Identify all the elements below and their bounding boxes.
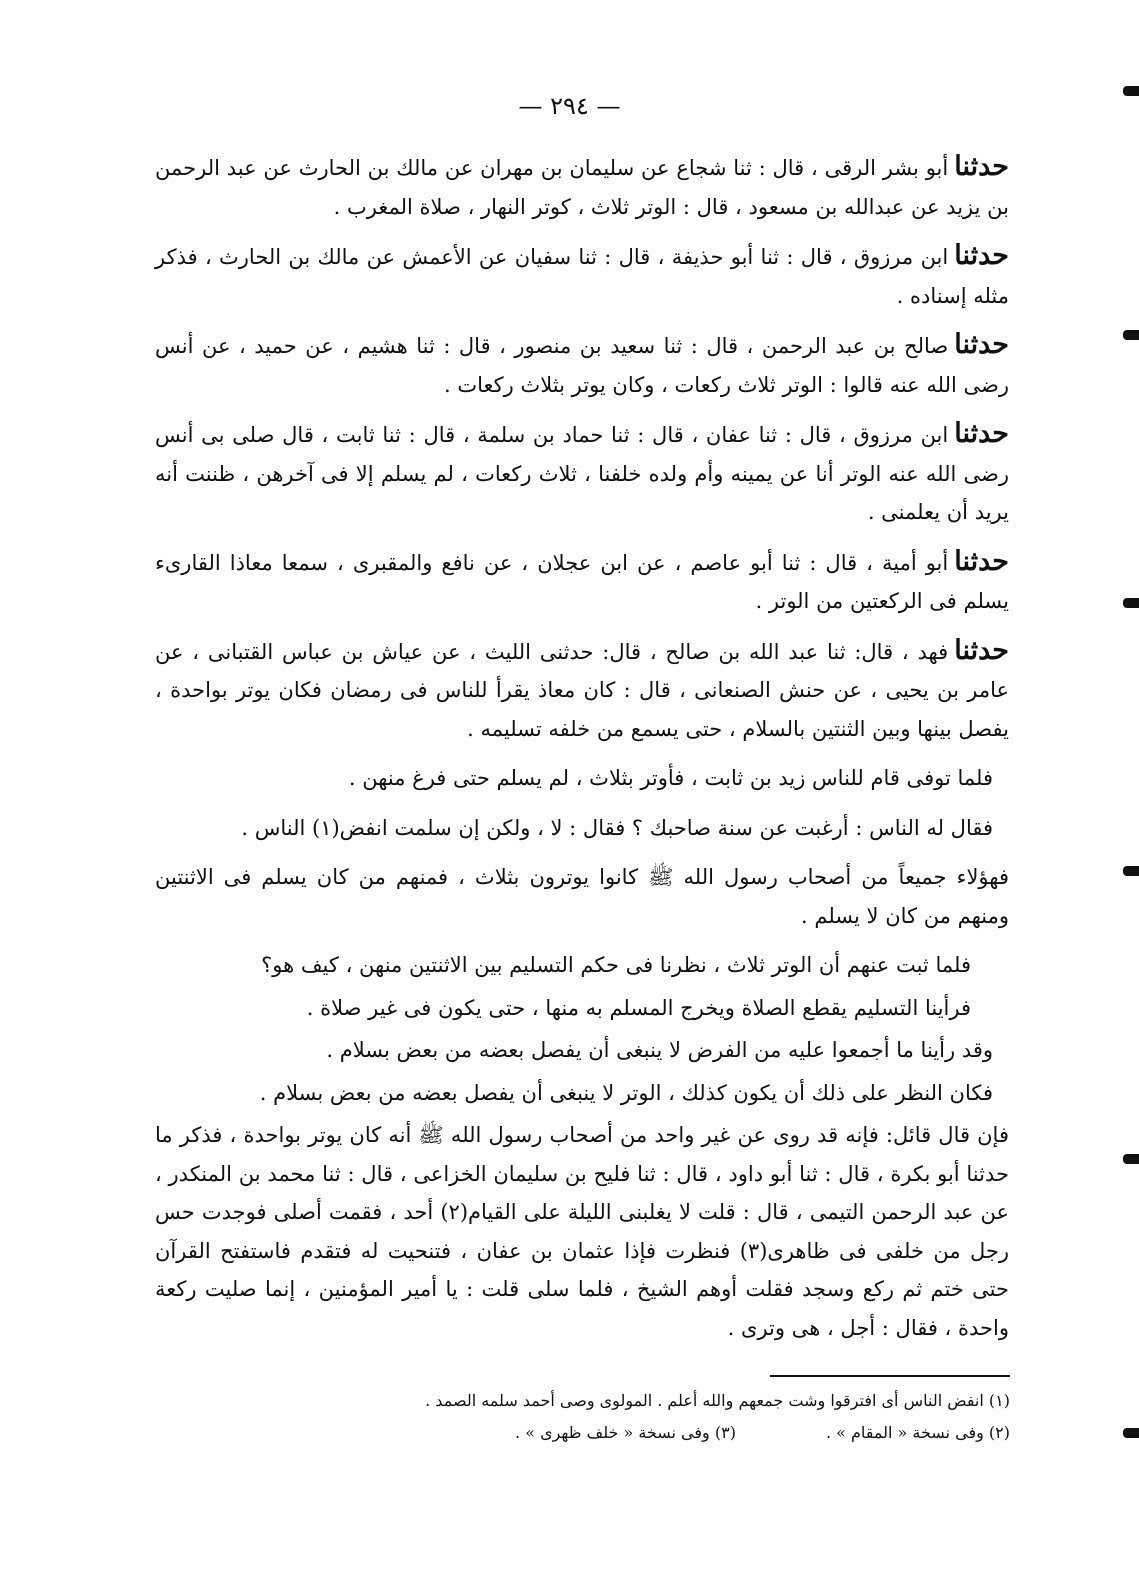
paragraph-text: أبو بشر الرقى ، قال : ثنا شجاع عن سليمان بن مهران عن مالك بن الحارث عن عبد الرحمن بن يزيد عن عبدالله بن مسعود ، قال : الوتر ثلاث ، كوتر النهار ، صلاة المغرب . bbox=[155, 156, 1009, 219]
footnotes bbox=[300, 1385, 1010, 1449]
scan-edge-mark bbox=[1123, 866, 1139, 876]
paragraph-lead-word: حدثنا bbox=[954, 329, 1009, 360]
paragraph-text: فرأينا التسليم يقطع الصلاة ويخرج المسلم به منها ، حتى يكون فى غير صلاة . bbox=[306, 995, 971, 1020]
paragraph-text: أبو أمية ، قال : ثنا أبو عاصم ، عن ابن عجلان ، عن نافع والمقبرى ، سمعا معاذا القارىء يسلم فى الركعتين من الوتر . bbox=[155, 550, 1009, 613]
text-paragraph bbox=[155, 809, 1009, 848]
paragraph-text: فهؤلاء جميعاً من أصحاب رسول الله ﷺ كانوا يوترون بثلاث ، فمنهم من كان يسلم فى الاثنتين ومنهم من كان لا يسلم . bbox=[155, 865, 1009, 928]
text-paragraph bbox=[155, 946, 1009, 985]
footnote-row bbox=[300, 1417, 1010, 1449]
paragraph-lead-word: حدثنا bbox=[954, 418, 1009, 449]
paragraph-lead-word: حدثنا bbox=[954, 545, 1009, 577]
page-number: — ٢٩٤ — bbox=[518, 92, 621, 120]
paragraph-text: فإن قال قائل: فإنه قد روى عن غير واحد من أصحاب رسول الله ﷺ أنه كان يوتر بواحدة ، فذكر ما حدثنا أبو بكرة ، قال : ثنا أبو داود ، قال : ثنا فليح بن سليمان الخزاعى ، قال : ثنا محمد بن المنكدر ، عن عبد الرحمن التيمى ، قال : قلت لا يغلبنى الليلة على القيام(٢) أحد ، فقمت أصلى فوجدت حس رجل من خلفى فى ظاهرى(٣) فنظرت فإذا عثمان بن عفان ، فتنحيت له فتقدم فاستفتح القرآن حتى ختم ثم ركع وسجد فقلت أوهم الشيخ ، فلما سلى قلت : يا أمير المؤمنين ، إنما صليت ركعة واحدة ، فقال : أجل ، هى وترى . bbox=[155, 1123, 1010, 1340]
hadith-paragraph bbox=[155, 543, 1009, 621]
footnote-1: (١) انفض الناس أى افترقوا وشت جمعهم والله أعلم . المولوى وصى أحمد سلمه الصمد . bbox=[425, 1391, 1010, 1410]
hadith-paragraph bbox=[155, 326, 1009, 404]
text-paragraph bbox=[155, 989, 1009, 1028]
paragraph-text: فلما ثبت عنهم أن الوتر ثلاث ، نظرنا فى حكم التسليم بين الاثنتين منهن ، كيف هو؟ bbox=[261, 953, 971, 977]
scan-edge-mark bbox=[1123, 330, 1139, 340]
paragraph-text: ابن مرزوق ، قال : ثنا أبو حذيفة ، قال : ثنا سفيان عن الأعمش عن مالك بن الحارث ، فذكر مثله إسناده . bbox=[155, 245, 1009, 308]
scan-edge-mark bbox=[1123, 86, 1139, 96]
scan-edge-mark bbox=[1123, 1154, 1139, 1164]
paragraph-text: فقال له الناس : أرغبت عن سنة صاحبك ؟ فقال : لا ، ولكن إن سلمت انفض(١) الناس . bbox=[241, 815, 993, 840]
hadith-paragraph bbox=[155, 415, 1009, 532]
text-paragraph bbox=[155, 1116, 1009, 1347]
text-paragraph bbox=[155, 1074, 1009, 1113]
hadith-paragraph bbox=[155, 632, 1009, 749]
paragraph-text: صالح بن عبد الرحمن ، قال : ثنا سعيد بن منصور ، قال : ثنا هشيم ، عن حميد ، عن أنس رضى الله عنه قالوا : الوتر ثلاث ركعات ، وكان يوتر بثلاث ركعات . bbox=[155, 334, 1009, 397]
hadith-paragraph bbox=[155, 148, 1009, 226]
scan-edge-mark bbox=[1123, 1428, 1139, 1438]
paragraph-text: ابن مرزوق ، قال : ثنا عفان ، قال : ثنا حماد بن سلمة ، قال : ثنا ثابت ، قال صلى بى أنس رضى الله عنه الوتر أنا عن يمينه وأم ولده خلفنا ، ثلاث ركعات ، لم يسلم إلا فى آخرهن ، ظننت أنه يريد أن يعلمنى . bbox=[155, 423, 1009, 524]
footnote-3: (٣) وفى نسخة « خلف ظهرى » . bbox=[515, 1423, 736, 1442]
footnote-2: (٢) وفى نسخة « المقام » . bbox=[825, 1423, 1010, 1442]
text-paragraph bbox=[155, 1031, 1009, 1070]
paragraph-text: فكان النظر على ذلك أن يكون كذلك ، الوتر لا ينبغى أن يفصل بعضه من بعض بسلام . bbox=[259, 1080, 993, 1105]
main-text bbox=[155, 148, 1009, 1358]
paragraph-text: وقد رأينا ما أجمعوا عليه من الفرض لا ينبغى أن يفصل بعضه من بعض بسلام . bbox=[326, 1038, 993, 1062]
hadith-paragraph bbox=[155, 237, 1009, 315]
paragraph-text: فهد ، قال: ثنا عبد الله بن صالح ، قال: حدثنى الليث ، عن عياش بن عباس القتبانى ، عن عامر بن يحيى ، عن حنش الصنعانى ، قال : كان معاذ يقرأ للناس فى رمضان فكان يوتر بواحدة ، يفصل بينها وبين الثنتين بالسلام ، حتى يسمع من خلفه تسليمه . bbox=[155, 639, 1009, 741]
paragraph-lead-word: حدثنا bbox=[954, 634, 1009, 666]
footnote-divider bbox=[770, 1375, 1010, 1377]
paragraph-lead-word: حدثنا bbox=[954, 151, 1009, 182]
text-paragraph bbox=[155, 759, 1009, 798]
paragraph-text: فلما توفى قام للناس زيد بن ثابت ، فأوتر بثلاث ، لم يسلم حتى فرغ منهن . bbox=[348, 766, 993, 790]
scan-edge-mark bbox=[1123, 598, 1139, 608]
paragraph-lead-word: حدثنا bbox=[954, 240, 1009, 271]
text-paragraph bbox=[155, 858, 1009, 935]
